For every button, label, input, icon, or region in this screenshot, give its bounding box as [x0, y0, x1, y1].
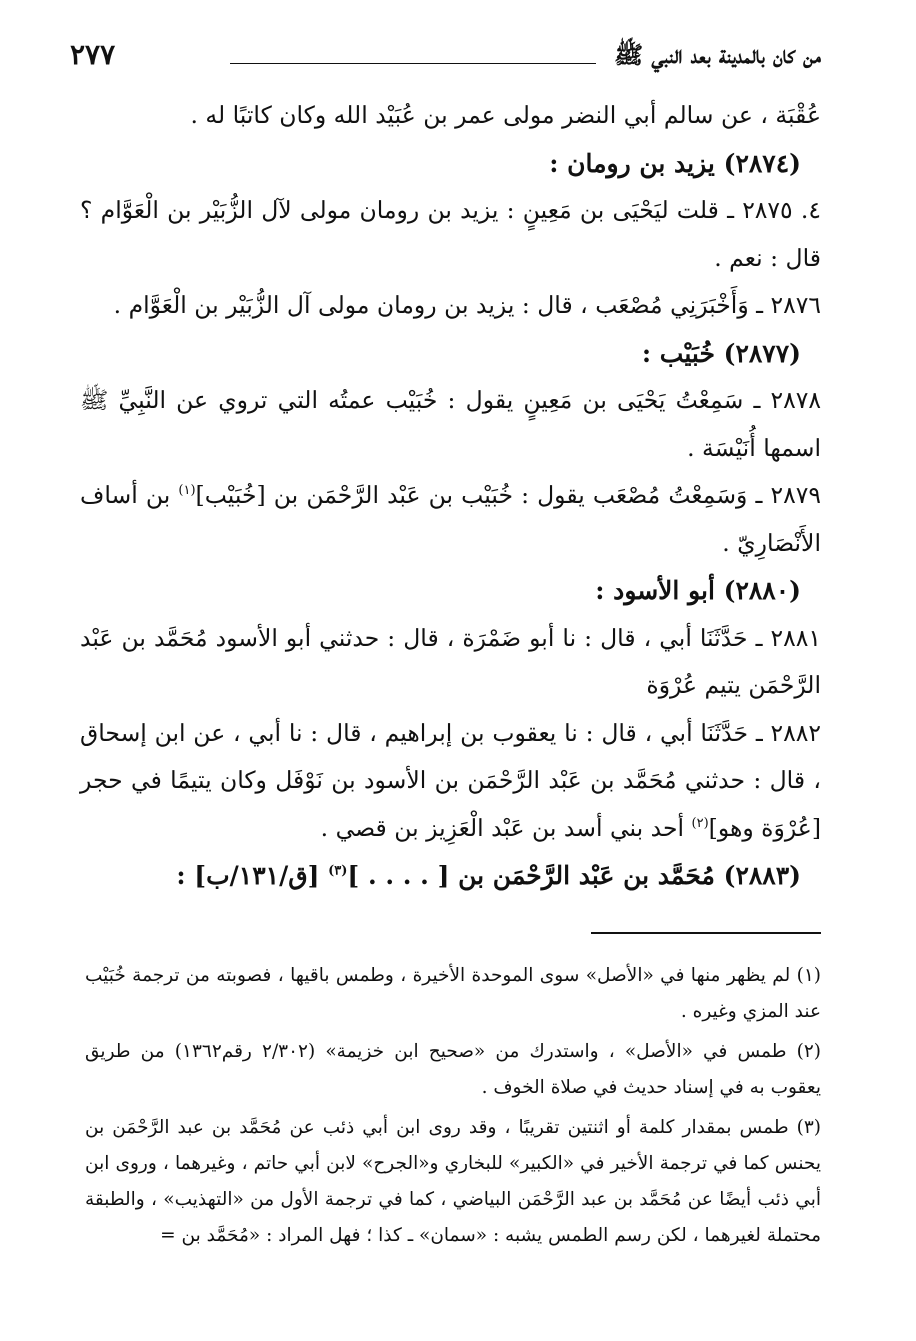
entry-2883-text: (٢٨٨٣) مُحَمَّد بن عَبْد الرَّحْمَن بن [ . . . . ] — [347, 861, 801, 890]
entry-2879-text-end: بن أساف الأَنْصَارِيّ . — [80, 481, 821, 557]
footnote-3: (٣) طمس بمقدار كلمة أو اثنتين تقريبًا ، وقد روى ابن أبي ذئب عن مُحَمَّد بن عبد الرَّحْمَن بن يحنس كما في ترجمة الأخير في «الكبير» للبخاري و«الجرح» لابن أبي حاتم ، وغيرهما ، وروى ابن أبي ذئب أيضًا عن مُحَمَّد بن عبد الرَّحْمَن البياضي ، كما في ترجمة الأول من «التهذيب» ، والطبقة محتملة لغيرهما ، لكن رسم الطمس يشبه : «سمان» ـ كذا ؛ فهل المراد : «مُحَمَّد بن = — [85, 1117, 821, 1246]
page-header — [70, 38, 821, 78]
footnote-ref-3[interactable]: (٣) — [328, 863, 348, 879]
entry-heading-2877: (٢٨٧٧) خُبَيْب : — [641, 338, 801, 368]
entry-heading-2874: (٢٨٧٤) يزيد بن رومان : — [549, 148, 801, 178]
entry-2875: ٤. ٢٨٧٥ ـ قلت ليَحْيَى بن مَعِينٍ : يزيد بن رومان مولى لآل الزُّبَيْر بن الْعَوَّام ؟ قال : نعم . — [80, 196, 821, 272]
footnote-ref-2[interactable]: (٢) — [691, 815, 709, 831]
entry-2882-text-end: أحد بني أسد بن عَبْد الْعَزِيز بن قصي . — [320, 813, 692, 842]
entry-2879-text: ٢٨٧٩ ـ وَسَمِعْتُ مُصْعَب يقول : خُبَيْب بن عَبْد الرَّحْمَن بن [خُبَيْب] — [195, 481, 821, 509]
footnote-1: (١) لم يظهر منها في «الأصل» سوى الموحدة الأخيرة ، وطمس باقيها ، فصوبته من ترجمة خُبَيْب عند المزي وغيره . — [85, 965, 821, 1022]
header-rule — [230, 63, 596, 64]
entry-2882 — [80, 710, 821, 853]
footnotes — [85, 958, 821, 1258]
page-number: ٢٧٧ — [70, 38, 116, 71]
main-text — [80, 92, 821, 900]
entry-2882-text: ٢٨٨٢ ـ حَدَّثَنَا أبي ، قال : نا يعقوب بن إبراهيم ، قال : نا أبي ، عن ابن إسحاق ، قال : حدثني مُحَمَّد بن عَبْد الرَّحْمَن بن الأسود بن نَوْفَل وكان يتيمًا في حجر [عُرْوَة وهو] — [80, 718, 821, 842]
running-title: من كان بالمدينة بعد النبي ﷺ — [614, 40, 821, 69]
entry-2883-text-end: [ق/١٣١/ب] : — [176, 861, 329, 890]
footnote-2: (٢) طمس في «الأصل» ، واستدرك من «صحيح ابن خزيمة» (٢/٣٠٢ رقم١٣٦٢) من طريق يعقوب به في إسناد حديث في صلاة الخوف . — [85, 1041, 821, 1098]
footnote-ref-1[interactable]: (١) — [178, 483, 196, 499]
entry-2879 — [80, 472, 821, 567]
entry-heading-2880: (٢٨٨٠) أبو الأسود : — [595, 576, 801, 605]
entry-2878: ٢٨٧٨ ـ سَمِعْتُ يَحْيَى بن مَعِينٍ يقول : خُبَيْب عمتُه التي تروي عن النَّبِيِّ ﷺ اسمها أُنَيْسَة . — [80, 386, 821, 462]
entry-2881: ٢٨٨١ ـ حَدَّثَنَا أبي ، قال : نا أبو ضَمْرَة ، قال : حدثني أبو الأسود مُحَمَّد بن عَبْد الرَّحْمَن يتيم عُرْوَة — [80, 623, 821, 699]
entry-heading-2883 — [80, 852, 821, 900]
entry-2876: ٢٨٧٦ ـ وَأَخْبَرَنِي مُصْعَب ، قال : يزيد بن رومان مولى آل الزُّبَيْر بن الْعَوَّام . — [113, 291, 821, 319]
paragraph-continuation: عُقْبَة ، عن سالم أبي النضر مولى عمر بن عُبَيْد الله وكان كاتبًا له . — [190, 101, 821, 129]
footnote-separator — [591, 932, 821, 934]
